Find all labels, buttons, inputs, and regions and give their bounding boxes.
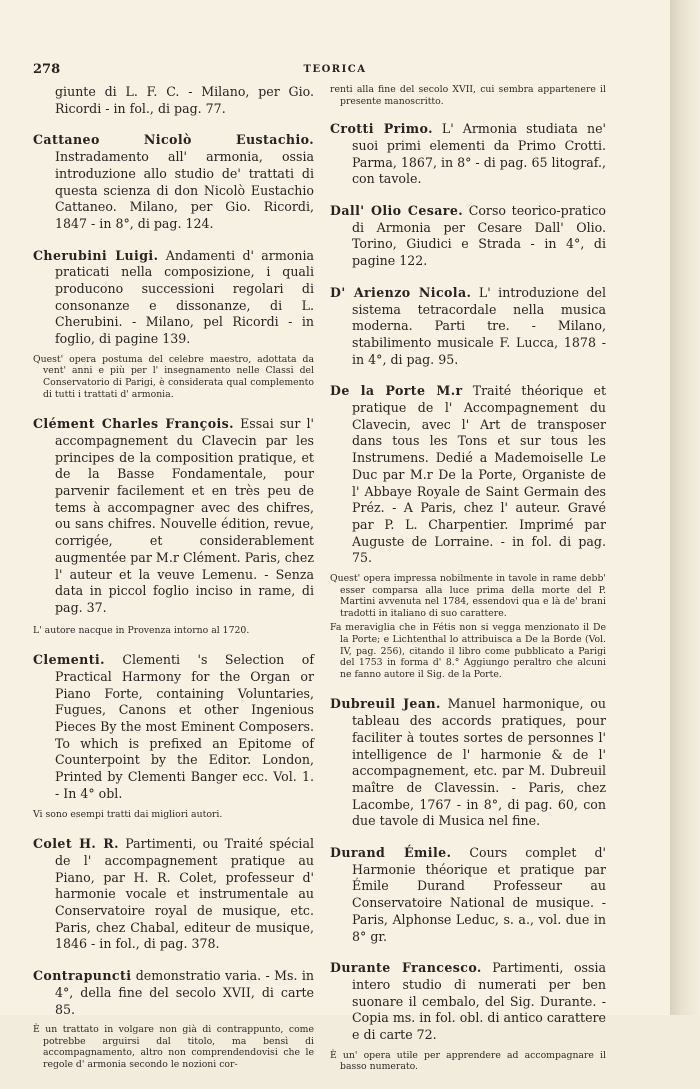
footnote: Quest' opera postuma del celebre maestro, adottata da vent' anni e più per l' insegnamento nelle Classi del Conservatorio di Parigi, è considerata qual complemento di tutti i trattati d' armonia. bbox=[33, 353, 314, 400]
entry-darienzo bbox=[330, 285, 606, 369]
entry-clementi bbox=[33, 652, 314, 802]
entry-text: giunte di L. F. C. - Milano, per Gio. Ricordi - in fol., di pag. 77. bbox=[55, 84, 314, 116]
entry-author: De la Porte M.r bbox=[330, 383, 463, 399]
running-title: TEORICA bbox=[303, 64, 367, 75]
entry-text: Instradamento all' armonia, ossia introduzione allo studio de' trattati di questa scienza di don Nicolò Eustachio Cattaneo. Milano, per Gio. Ricordi, 1847 - in 8°, di pag. 124. bbox=[55, 149, 314, 231]
entry-contrapuncti bbox=[33, 968, 314, 1018]
entry-author: Crotti Primo. bbox=[330, 121, 433, 137]
entry-author: Dubreuil Jean. bbox=[330, 696, 441, 712]
entry-clement bbox=[33, 416, 314, 616]
entry-dubreuil bbox=[330, 696, 606, 830]
entry-text: L' Armonia studiata ne' suoi primi elementi da Primo Crotti. Parma, 1867, in 8° - di pag. 65 litograf., con tavole. bbox=[352, 121, 607, 187]
right-column bbox=[330, 84, 606, 1089]
entry-crotti bbox=[330, 121, 606, 188]
entry-cherubini bbox=[33, 248, 314, 348]
footnote: L' autore nacque in Provenza intorno al 1720. bbox=[33, 624, 250, 636]
entry-text: Cours complet d' Harmonie théorique et pratique par Émile Durand Professeur au Conservatoire National de musique. - Paris, Alphonse Leduc, s. a., vol. due in 8° gr. bbox=[352, 845, 607, 944]
entry-text: Partimenti, ossia intero studio di numerati per ben suonare il cembalo, del Sig. Durante. - Copia ms. in fol. obl. di antico carattere e di carte 72. bbox=[352, 960, 606, 1043]
entry-continued bbox=[33, 84, 314, 117]
footnote: Fa meraviglia che in Fétis non si vegga menzionato il De la Porte; e Lichtenthal lo attribuisca a De la Borde (Vol. IV, pag. 256), citando il libro come pubblicato a Parigi del 1753 in forma d' 8.° Aggiungo peraltro che alcuni ne fanno autore il Sig. de la Porte. bbox=[330, 622, 606, 680]
entry-durand bbox=[330, 845, 606, 945]
entry-delaporte bbox=[330, 383, 606, 567]
entry-author: Cattaneo Nicolò Eustachio. bbox=[33, 132, 314, 148]
entry-dallolio bbox=[330, 203, 606, 270]
entry-author: Clément Charles François. bbox=[33, 416, 234, 432]
entry-cattaneo bbox=[33, 132, 314, 232]
footnote: È un' opera utile per apprendere ad accompagnare il basso numerato. bbox=[330, 1049, 606, 1073]
footnote: Vi sono esempi tratti dai migliori autori. bbox=[33, 808, 223, 820]
footnote-continued: renti alla fine del secolo XVII, cui sembra appartenere il presente manoscritto. bbox=[330, 84, 606, 107]
entry-text: Clementi 's Selection of Practical Harmony for the Organ or Piano Forte, containing Voluntaries, Fugues, Canons et other Ingenious Pieces By the most Eminent Composers. To which is prefixed an Epitome of Counterpoint by the Editor. London, Printed by Clementi Banger ecc. Vol. 1. - In 4° obl. bbox=[55, 652, 314, 801]
entry-colet bbox=[33, 836, 314, 953]
entry-author: D' Arienzo Nicola. bbox=[330, 284, 472, 300]
entry-author: Durante Francesco. bbox=[330, 960, 482, 976]
page-number: 278 bbox=[33, 62, 61, 77]
entry-author: Cherubini Luigi. bbox=[33, 247, 159, 263]
entry-author: Colet H. R. bbox=[33, 836, 119, 852]
entry-text: Traité théorique et pratique de l' Accompagnement du Clavecin, avec l' Art de transposer dans tous les Tons et sur tous les Instrumens. Dedié a Mademoiselle Le Duc par M.r De la Porte, Organiste de l' Abbaye Royale de Saint Germain des Préz. - A Paris, chez l' auteur. Gravé par P. L. Charpentier. Imprimé par Auguste de Lorraine. - in fol. di pag. 75. bbox=[352, 383, 606, 566]
entry-durante bbox=[330, 960, 606, 1044]
entry-text: Andamenti d' armonia praticati nella composizione, i quali producono successioni regolari di consonanze e dissonanze, di L. Cherubini. - Milano, pel Ricordi - in foglio, di pagine 139. bbox=[55, 247, 314, 347]
entry-text: demonstratio varia. - Ms. in 4°, della fine del secolo XVII, di carte 85. bbox=[55, 968, 314, 1017]
entry-text: Manuel harmonique, ou tableau des accords pratiques, pour faciliter à toutes sortes de personnes l' intelligence de l' harmonie & de l' accompagnement, etc. par M. Dubreuil maître de Clavessin. - Paris, chez Lacombe, 1767 - in 8°, di pag. 60, con due tavole di Musica nel fine. bbox=[352, 696, 606, 829]
entry-author: Contrapuncti bbox=[33, 968, 132, 984]
entry-text: Essai sur l' accompagnement du Clavecin par les principes de la composition pratique, et de la Basse Fondamentale, pour parvenir facilement et en très peu de tems à accompagner avec des chifres, ou sans chifres. Nouvelle édition, revue, corrigée, et considerablement augmentée par M.r Clément. Paris, chez l' auteur et la veuve Lemenu. - Senza data in piccol foglio inciso in rame, di pag. 37. bbox=[55, 416, 315, 615]
entry-author: Clementi. bbox=[33, 652, 105, 668]
entry-author: Durand Émile. bbox=[330, 845, 452, 861]
entry-author: Dall' Olio Cesare. bbox=[330, 203, 464, 218]
footnote: Quest' opera impressa nobilmente in tavole in rame debb' esser comparsa alla luce prima della morte del P. Martini avvenuta nel 1784, essendovi qua e là de' brani tradotti in italiano di suo carattere. bbox=[330, 573, 606, 619]
entry-text: Corso teorico-pratico di Armonia per Cesare Dall' Olio. Torino, Giudici e Strada - in 4°, di pagine 122. bbox=[352, 203, 606, 269]
footnote: È un trattato in volgare non già di contrappunto, come potrebbe arguirsi dal titolo, ma bensì di accompagnamento, altro non comprendendovisi che le regole d' armonia secondo le nozioni cor- bbox=[33, 1024, 314, 1070]
left-column bbox=[33, 84, 314, 1087]
page-header bbox=[0, 62, 670, 78]
entry-text: L' introduzione del sistema tetracordale nella musica moderna. Parti tre. - Milano, stabilimento musicale F. Lucca, 1878 - in 4°, di pag. 95. bbox=[352, 284, 606, 367]
entry-text: Partimenti, ou Traité spécial de l' accompagnement pratique au Piano, par H. R. Colet, professeur d' harmonie vocale et instrumentale au Conservatoire royal de musique, etc. Paris, chez Chabal, editeur de musique, 1846 - in fol., di pag. 378. bbox=[55, 836, 314, 952]
page-edge-shadow bbox=[670, 0, 700, 1015]
